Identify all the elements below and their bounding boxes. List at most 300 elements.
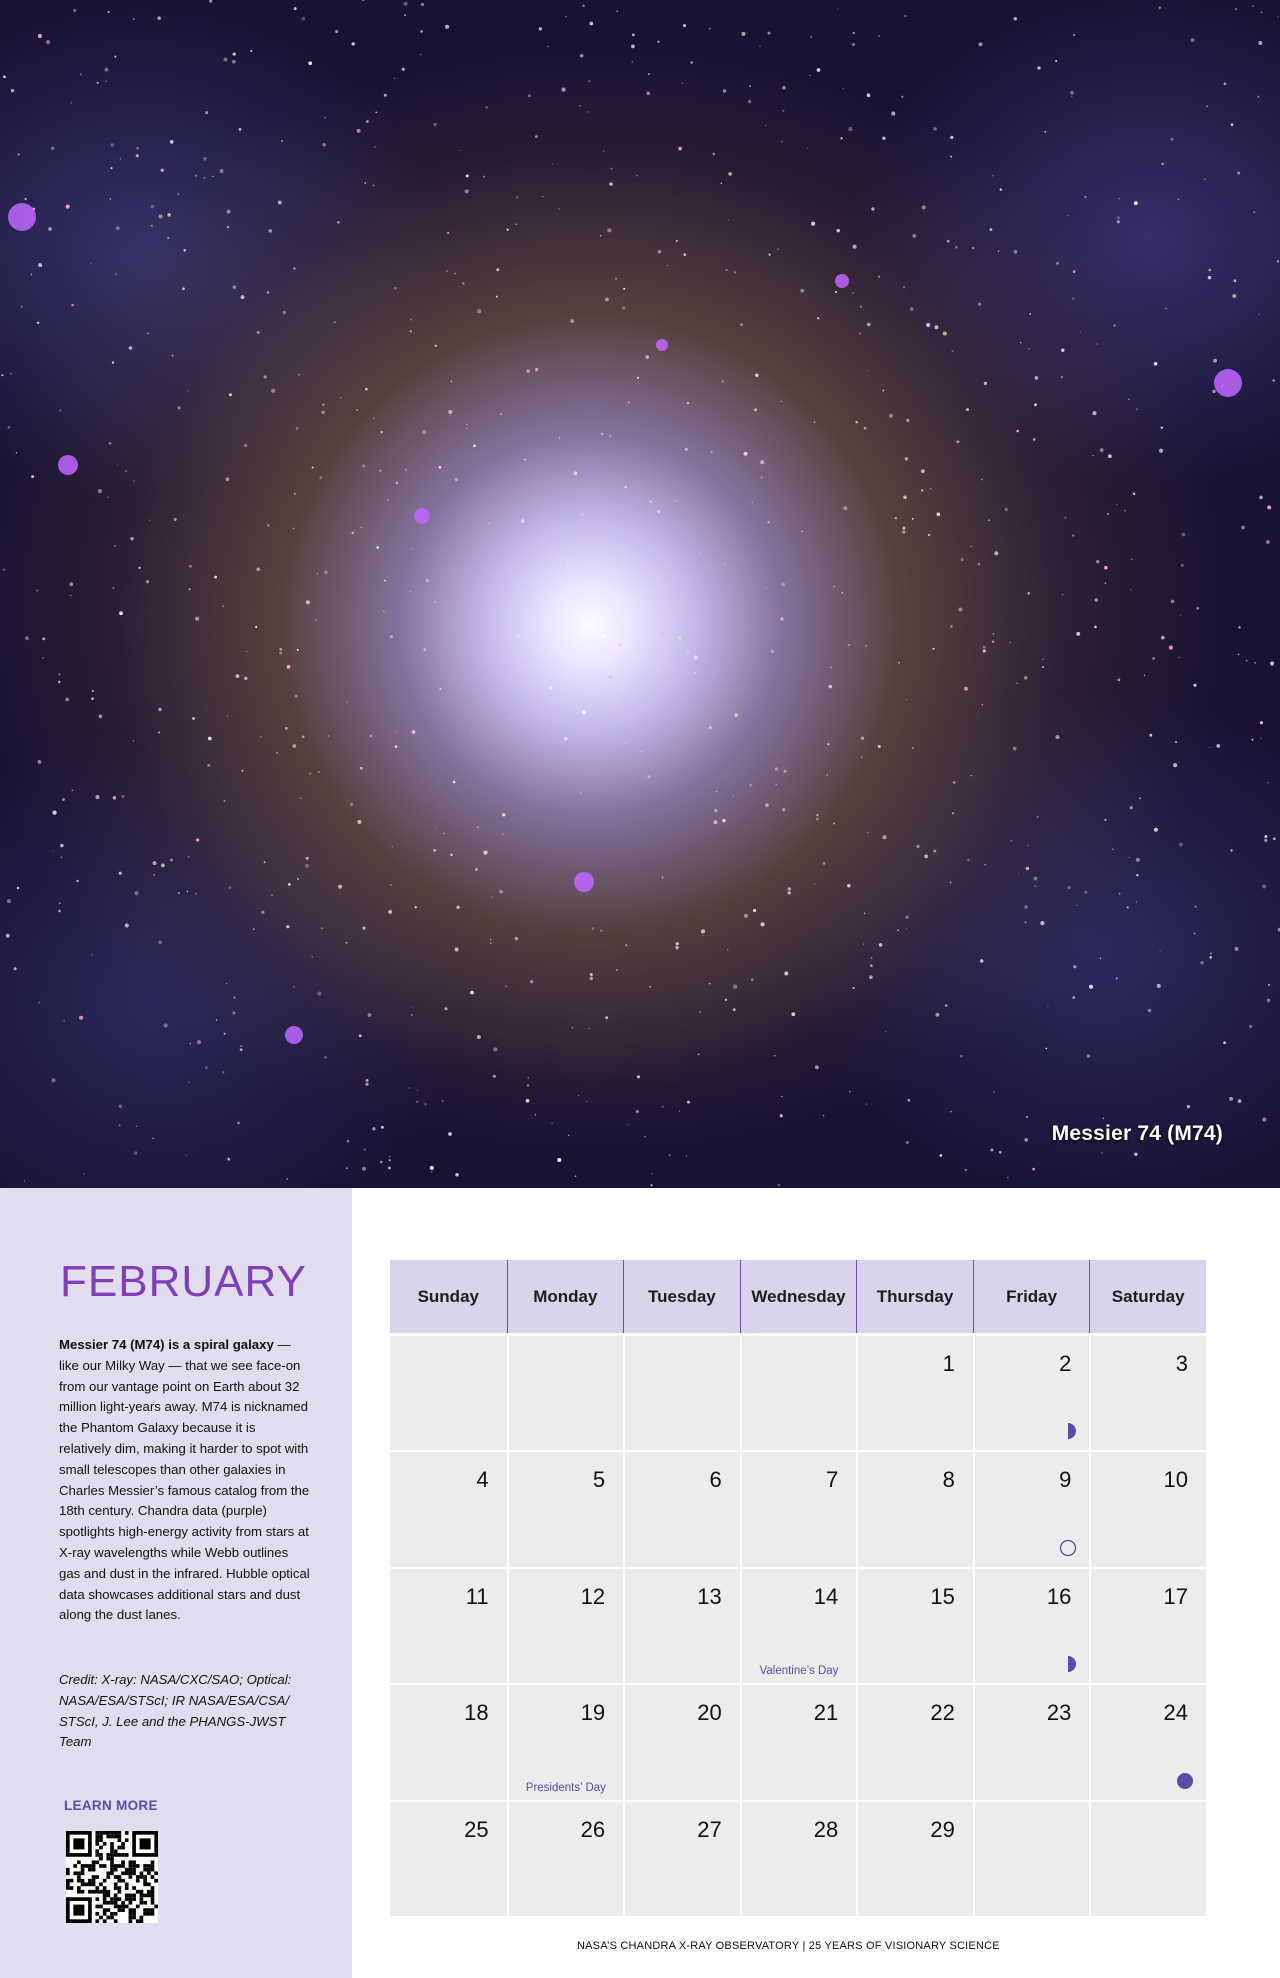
star bbox=[1223, 1041, 1226, 1044]
star bbox=[589, 1028, 590, 1029]
star bbox=[961, 558, 964, 561]
star bbox=[229, 393, 232, 396]
star bbox=[306, 600, 310, 604]
star bbox=[346, 1167, 348, 1169]
star bbox=[1235, 8, 1237, 10]
star bbox=[445, 25, 449, 29]
star bbox=[676, 240, 678, 242]
star bbox=[916, 845, 919, 848]
star bbox=[935, 325, 939, 329]
star bbox=[1161, 636, 1165, 640]
star bbox=[51, 1078, 55, 1082]
weekday-header: Thursday bbox=[856, 1260, 973, 1333]
star bbox=[759, 46, 760, 47]
star bbox=[1056, 262, 1059, 265]
star bbox=[1029, 313, 1031, 315]
star bbox=[240, 1048, 243, 1051]
day-number: 24 bbox=[1163, 1700, 1188, 1726]
star bbox=[380, 1161, 383, 1164]
star bbox=[669, 1154, 671, 1156]
star bbox=[582, 4, 585, 7]
star bbox=[1061, 376, 1063, 378]
star bbox=[921, 489, 923, 491]
star bbox=[816, 814, 818, 816]
star bbox=[606, 536, 607, 537]
star bbox=[906, 699, 907, 700]
star bbox=[605, 1016, 608, 1019]
star bbox=[1238, 626, 1241, 629]
star bbox=[658, 250, 662, 254]
learn-more-link[interactable]: LEARN MORE bbox=[64, 1798, 158, 1813]
star bbox=[950, 625, 953, 628]
star bbox=[271, 389, 275, 393]
star bbox=[1224, 82, 1227, 85]
star bbox=[116, 226, 120, 230]
star bbox=[1010, 840, 1012, 842]
star bbox=[226, 477, 230, 481]
star bbox=[733, 985, 737, 989]
star bbox=[483, 176, 485, 178]
star bbox=[502, 813, 505, 816]
star bbox=[226, 983, 227, 984]
star bbox=[1025, 921, 1027, 923]
day-cell bbox=[1089, 1567, 1206, 1683]
star bbox=[98, 489, 102, 493]
star bbox=[174, 518, 177, 521]
star bbox=[1171, 600, 1174, 603]
calendar-week bbox=[390, 1683, 1206, 1799]
star bbox=[1180, 615, 1181, 616]
star bbox=[1114, 324, 1116, 326]
star bbox=[1264, 835, 1267, 838]
star bbox=[871, 207, 874, 210]
star bbox=[171, 354, 173, 356]
star bbox=[271, 895, 272, 896]
star bbox=[136, 1126, 137, 1127]
star bbox=[906, 419, 909, 422]
star bbox=[1267, 782, 1269, 784]
star bbox=[237, 1122, 240, 1125]
star bbox=[442, 1100, 443, 1101]
star bbox=[1234, 279, 1237, 282]
star bbox=[755, 374, 758, 377]
star bbox=[971, 775, 972, 776]
star bbox=[112, 587, 114, 589]
star bbox=[188, 1081, 189, 1082]
star bbox=[781, 1096, 783, 1098]
star bbox=[617, 698, 618, 699]
star bbox=[539, 738, 541, 740]
star bbox=[1182, 533, 1186, 537]
star bbox=[246, 651, 247, 652]
star bbox=[1105, 582, 1107, 584]
star bbox=[76, 880, 78, 882]
star bbox=[871, 957, 873, 959]
star bbox=[1169, 646, 1173, 650]
star bbox=[848, 644, 850, 646]
star bbox=[373, 185, 374, 186]
star bbox=[334, 321, 336, 323]
star bbox=[701, 929, 705, 933]
star bbox=[921, 469, 925, 473]
day-number: 12 bbox=[580, 1583, 606, 1609]
star bbox=[712, 153, 715, 156]
star bbox=[388, 910, 392, 914]
star bbox=[641, 751, 642, 752]
star bbox=[586, 1101, 587, 1102]
star bbox=[170, 140, 174, 144]
star bbox=[319, 476, 322, 479]
star bbox=[1104, 819, 1106, 821]
star bbox=[448, 1132, 452, 1136]
star bbox=[239, 128, 242, 131]
star bbox=[675, 946, 678, 949]
holiday-label: Presidents’ Day bbox=[525, 1781, 606, 1794]
star bbox=[1042, 666, 1044, 668]
star bbox=[1032, 1168, 1035, 1171]
star bbox=[233, 53, 236, 56]
star bbox=[1089, 985, 1093, 989]
star bbox=[473, 444, 476, 447]
star bbox=[840, 137, 842, 139]
star bbox=[496, 296, 498, 298]
star bbox=[1119, 893, 1120, 894]
star bbox=[356, 409, 358, 411]
star bbox=[678, 147, 682, 151]
star bbox=[901, 96, 903, 98]
star bbox=[651, 1173, 652, 1174]
weekday-header: Saturday bbox=[1089, 1260, 1206, 1333]
star bbox=[945, 1004, 948, 1007]
star bbox=[1073, 965, 1076, 968]
day-cell bbox=[507, 1567, 624, 1683]
star bbox=[713, 820, 717, 824]
star bbox=[161, 864, 165, 868]
star bbox=[698, 1054, 700, 1056]
star bbox=[53, 850, 54, 851]
star bbox=[362, 465, 365, 468]
star bbox=[865, 645, 867, 647]
day-cell bbox=[390, 1800, 507, 1916]
star bbox=[734, 271, 736, 273]
star bbox=[1072, 298, 1074, 300]
star bbox=[631, 45, 635, 49]
star bbox=[1067, 215, 1069, 217]
star bbox=[843, 88, 844, 89]
xray-glow bbox=[1214, 369, 1242, 397]
star bbox=[410, 330, 412, 332]
star bbox=[227, 716, 228, 717]
star bbox=[1209, 956, 1212, 959]
star bbox=[133, 18, 135, 20]
star bbox=[905, 457, 909, 461]
star bbox=[381, 1126, 384, 1129]
star bbox=[816, 818, 818, 820]
day-number: 2 bbox=[1059, 1351, 1072, 1376]
star bbox=[1072, 534, 1074, 536]
star bbox=[17, 887, 20, 890]
star bbox=[158, 940, 162, 944]
star bbox=[1129, 857, 1130, 858]
star bbox=[110, 198, 112, 200]
calendar-weeks bbox=[390, 1334, 1206, 1916]
star bbox=[517, 635, 521, 639]
star bbox=[99, 715, 103, 719]
star bbox=[435, 827, 436, 828]
star bbox=[447, 232, 449, 234]
star bbox=[602, 635, 605, 638]
star bbox=[84, 1173, 85, 1174]
star bbox=[253, 928, 255, 930]
star bbox=[125, 470, 126, 471]
star bbox=[25, 636, 29, 640]
star bbox=[111, 143, 114, 146]
star bbox=[264, 375, 267, 378]
star bbox=[1116, 504, 1117, 505]
star bbox=[485, 106, 488, 109]
star bbox=[582, 710, 586, 714]
star bbox=[609, 675, 612, 678]
star bbox=[782, 86, 786, 90]
star bbox=[92, 690, 94, 692]
star bbox=[422, 430, 426, 434]
star bbox=[564, 737, 568, 741]
star bbox=[384, 580, 386, 582]
star bbox=[69, 582, 73, 586]
star bbox=[1259, 314, 1260, 315]
star bbox=[1024, 676, 1028, 680]
star bbox=[411, 1014, 413, 1016]
star bbox=[1260, 737, 1261, 738]
star bbox=[152, 1138, 153, 1139]
star bbox=[853, 32, 855, 34]
star bbox=[1101, 1152, 1102, 1153]
star bbox=[1261, 12, 1262, 13]
star bbox=[267, 291, 269, 293]
star bbox=[590, 973, 593, 976]
star bbox=[561, 88, 565, 92]
calendar-week bbox=[390, 1334, 1206, 1450]
star bbox=[1043, 659, 1044, 660]
star bbox=[575, 1175, 577, 1177]
star bbox=[434, 601, 435, 602]
star bbox=[878, 35, 879, 36]
weekday-header: Wednesday bbox=[740, 1260, 857, 1333]
star bbox=[24, 198, 26, 200]
star bbox=[1136, 874, 1138, 876]
star bbox=[589, 22, 593, 26]
star bbox=[1262, 1117, 1266, 1121]
star bbox=[1034, 877, 1038, 881]
star bbox=[910, 307, 914, 311]
star bbox=[741, 32, 745, 36]
star bbox=[980, 959, 984, 963]
star bbox=[782, 808, 785, 811]
star bbox=[188, 390, 189, 391]
star bbox=[1194, 905, 1196, 907]
star bbox=[66, 205, 70, 209]
star bbox=[1, 374, 3, 376]
star bbox=[466, 174, 469, 177]
star bbox=[687, 1101, 690, 1104]
star bbox=[79, 1016, 83, 1020]
star bbox=[863, 944, 864, 945]
star bbox=[712, 673, 713, 674]
holiday-label: Valentine’s Day bbox=[759, 1665, 839, 1678]
star bbox=[10, 373, 12, 375]
star bbox=[129, 346, 133, 350]
star bbox=[1027, 845, 1029, 847]
star bbox=[71, 102, 73, 104]
star bbox=[1016, 683, 1017, 684]
star bbox=[761, 922, 765, 926]
star bbox=[709, 28, 711, 30]
star bbox=[775, 767, 778, 770]
day-cell bbox=[973, 1567, 1090, 1683]
star bbox=[573, 471, 577, 475]
star bbox=[982, 704, 983, 705]
star bbox=[549, 686, 552, 689]
star bbox=[456, 905, 460, 909]
star bbox=[1130, 806, 1133, 809]
star bbox=[891, 112, 895, 116]
star bbox=[859, 333, 861, 335]
star bbox=[434, 345, 436, 347]
star bbox=[195, 893, 196, 894]
star bbox=[580, 54, 584, 58]
star bbox=[381, 431, 384, 434]
star bbox=[38, 263, 42, 267]
star bbox=[364, 1148, 366, 1150]
star bbox=[600, 930, 602, 932]
star bbox=[1216, 744, 1220, 748]
day-cell bbox=[390, 1567, 507, 1683]
star bbox=[462, 282, 464, 284]
star bbox=[889, 414, 893, 418]
star bbox=[1044, 131, 1046, 133]
star bbox=[983, 649, 986, 652]
star bbox=[24, 1180, 25, 1181]
star bbox=[424, 1103, 426, 1105]
star bbox=[765, 125, 766, 126]
star bbox=[59, 902, 61, 904]
star bbox=[1149, 734, 1152, 737]
star bbox=[372, 1127, 375, 1130]
star bbox=[1259, 496, 1263, 500]
star bbox=[376, 546, 379, 549]
star bbox=[387, 499, 388, 500]
star bbox=[1154, 828, 1158, 832]
star bbox=[978, 563, 981, 566]
star bbox=[222, 605, 224, 607]
star bbox=[947, 240, 950, 243]
star bbox=[709, 983, 711, 985]
star bbox=[660, 666, 663, 669]
star bbox=[178, 892, 180, 894]
star bbox=[1072, 996, 1075, 999]
star bbox=[409, 590, 411, 592]
star bbox=[490, 939, 492, 941]
star bbox=[801, 531, 802, 532]
star bbox=[105, 68, 109, 72]
star bbox=[903, 496, 907, 500]
star bbox=[446, 270, 448, 272]
star bbox=[122, 795, 125, 798]
photo-caption: Messier 74 (M74) bbox=[1051, 1122, 1223, 1145]
star bbox=[159, 214, 163, 218]
star bbox=[823, 862, 826, 865]
star bbox=[453, 780, 456, 783]
day-cell bbox=[740, 1683, 857, 1799]
star bbox=[426, 579, 429, 582]
star bbox=[657, 41, 659, 43]
star bbox=[1013, 747, 1017, 751]
star bbox=[130, 537, 133, 540]
star bbox=[240, 1045, 242, 1047]
day-cell bbox=[390, 1683, 507, 1799]
star bbox=[559, 208, 560, 209]
star bbox=[1061, 349, 1064, 352]
star bbox=[882, 137, 885, 140]
star bbox=[898, 662, 900, 664]
star bbox=[579, 105, 581, 107]
star bbox=[783, 770, 786, 773]
star bbox=[1260, 721, 1263, 724]
star bbox=[833, 586, 834, 587]
day-cell bbox=[1089, 1683, 1206, 1799]
star bbox=[1258, 41, 1262, 45]
qr-code-icon[interactable] bbox=[66, 1831, 158, 1923]
star bbox=[992, 641, 994, 643]
star bbox=[267, 524, 270, 527]
star bbox=[346, 942, 348, 944]
day-cell bbox=[507, 1800, 624, 1916]
star bbox=[170, 859, 173, 862]
star bbox=[636, 1110, 639, 1113]
star bbox=[1028, 348, 1030, 350]
star bbox=[853, 987, 855, 989]
star bbox=[852, 292, 854, 294]
star bbox=[955, 246, 958, 249]
star bbox=[682, 83, 683, 84]
star bbox=[90, 263, 91, 264]
star bbox=[315, 619, 317, 621]
day-number: 21 bbox=[813, 1700, 839, 1726]
star bbox=[618, 643, 621, 646]
star bbox=[264, 861, 266, 863]
star bbox=[867, 832, 868, 833]
star bbox=[415, 906, 417, 908]
star bbox=[373, 417, 375, 419]
star bbox=[1191, 38, 1195, 42]
star bbox=[61, 857, 62, 858]
star bbox=[158, 708, 162, 712]
star bbox=[716, 791, 717, 792]
day-number: 19 bbox=[580, 1700, 606, 1726]
star bbox=[625, 944, 627, 946]
star bbox=[431, 1171, 432, 1172]
day-number: 4 bbox=[476, 1467, 489, 1493]
star bbox=[37, 760, 41, 764]
star bbox=[374, 146, 375, 147]
star bbox=[1100, 958, 1101, 959]
star bbox=[276, 752, 278, 754]
star bbox=[421, 3, 424, 6]
star bbox=[768, 253, 770, 255]
star bbox=[589, 977, 592, 980]
star bbox=[412, 1007, 413, 1008]
day-cell bbox=[1089, 1800, 1206, 1916]
